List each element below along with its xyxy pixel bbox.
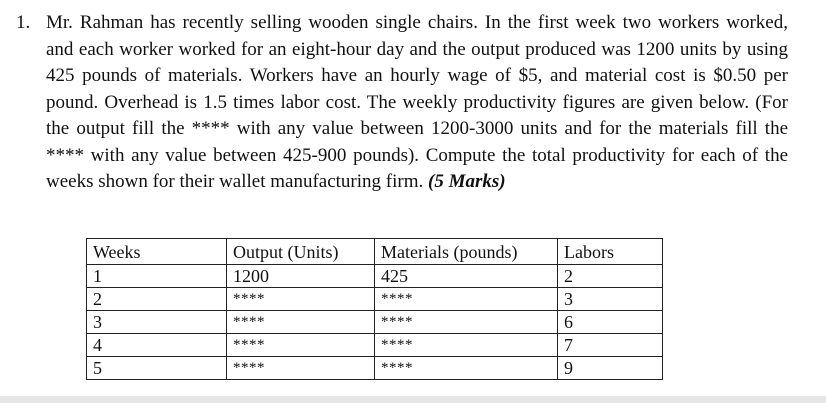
table-row — [87, 288, 663, 311]
cell-output: **** — [227, 288, 375, 311]
cell-labors: 6 — [558, 311, 663, 334]
cell-week: 3 — [87, 311, 227, 334]
cell-output: 1200 — [227, 265, 375, 288]
bottom-divider — [0, 396, 826, 403]
cell-output: **** — [227, 311, 375, 334]
cell-materials: **** — [375, 288, 558, 311]
cell-labors: 3 — [558, 288, 663, 311]
header-output: Output (Units) — [227, 239, 375, 265]
cell-output: **** — [227, 334, 375, 357]
header-labors: Labors — [558, 239, 663, 265]
cell-week: 2 — [87, 288, 227, 311]
question-body: Mr. Rahman has recently selling wooden single chairs. In the first week two workers worked, and each worker worked for an eight-hour day and the output produced was 1200 units by using 425 pounds of materials. Workers have an hourly wage of $5, and material cost is $0.50 per pound. Overhead is 1.5 times labor cost. The weekly productivity figures are given below. (For the output fill the **** with any value between 1200-3000 units and for the materials fill the **** with any value between 425-900 pounds). Compute the total productivity for each of the weeks shown for their wallet manufacturing firm. — [46, 12, 788, 192]
cell-week: 4 — [87, 334, 227, 357]
cell-week: 1 — [87, 265, 227, 288]
table-header-row — [87, 239, 663, 265]
question-text — [46, 10, 788, 196]
header-weeks: Weeks — [87, 239, 227, 265]
table-row — [87, 334, 663, 357]
cell-materials: **** — [375, 311, 558, 334]
cell-output: **** — [227, 357, 375, 380]
table-row — [87, 265, 663, 288]
cell-materials: **** — [375, 334, 558, 357]
cell-labors: 2 — [558, 265, 663, 288]
cell-labors: 7 — [558, 334, 663, 357]
marks-label: (5 Marks) — [428, 171, 506, 192]
table-row — [87, 311, 663, 334]
cell-materials: **** — [375, 357, 558, 380]
cell-labors: 9 — [558, 357, 663, 380]
cell-materials: 425 — [375, 265, 558, 288]
cell-week: 5 — [87, 357, 227, 380]
question-number: 1. — [16, 12, 31, 33]
header-materials: Materials (pounds) — [375, 239, 558, 265]
productivity-table — [86, 238, 663, 380]
table-row — [87, 357, 663, 380]
